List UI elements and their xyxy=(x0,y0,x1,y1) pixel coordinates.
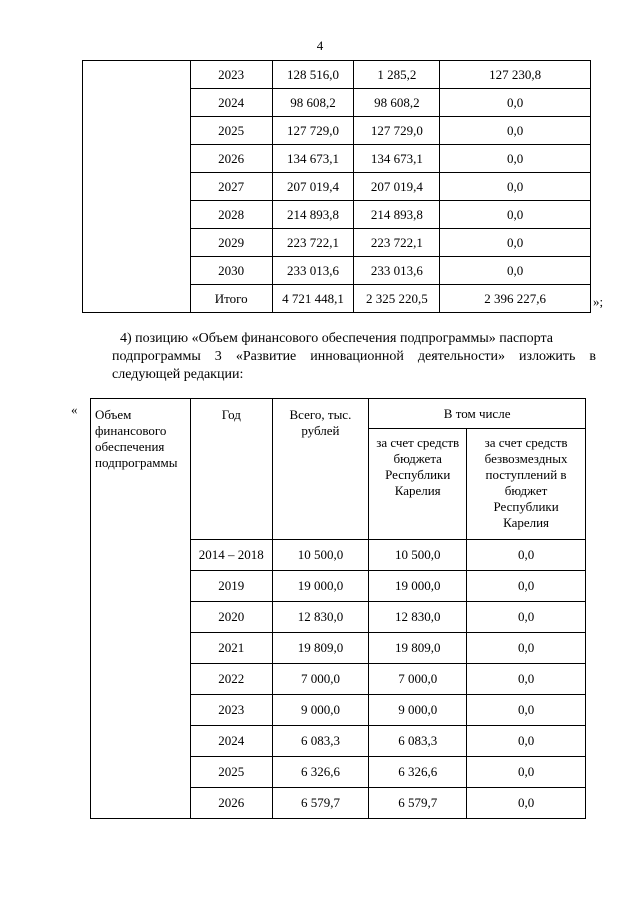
gratuitous-cell: 0,0 xyxy=(440,145,591,173)
total-cell: 207 019,4 xyxy=(272,173,354,201)
paragraph-line-3: следующей редакции: xyxy=(112,367,244,382)
year-cell: 2025 xyxy=(190,117,272,145)
year-cell: 2029 xyxy=(190,229,272,257)
gratuitous-cell: 0,0 xyxy=(467,664,586,695)
total-cell: 128 516,0 xyxy=(272,61,354,89)
budget-cell: 6 579,7 xyxy=(369,788,467,819)
budget-cell: 6 326,6 xyxy=(369,757,467,788)
budget-cell: 1 285,2 xyxy=(354,61,440,89)
total-cell: 6 579,7 xyxy=(272,788,369,819)
budget-cell: 19 809,0 xyxy=(369,633,467,664)
year-cell: 2022 xyxy=(190,664,272,695)
gratuitous-cell: 0,0 xyxy=(440,229,591,257)
merged-label-cell xyxy=(83,61,191,313)
paragraph-line-1: 4) позицию «Объем финансового обеспечения подпрограммы» паспорта xyxy=(120,331,553,346)
budget-cell: 2 325 220,5 xyxy=(354,285,440,313)
year-cell: Итого xyxy=(190,285,272,313)
budget-cell: 134 673,1 xyxy=(354,145,440,173)
total-cell: 4 721 448,1 xyxy=(272,285,354,313)
budget-cell: 6 083,3 xyxy=(369,726,467,757)
year-cell: 2019 xyxy=(190,571,272,602)
total-cell: 127 729,0 xyxy=(272,117,354,145)
year-cell: 2026 xyxy=(190,145,272,173)
total-cell: 6 326,6 xyxy=(272,757,369,788)
gratuitous-cell: 127 230,8 xyxy=(440,61,591,89)
total-cell: 6 083,3 xyxy=(272,726,369,757)
year-cell: 2026 xyxy=(190,788,272,819)
year-cell: 2030 xyxy=(190,257,272,285)
closing-quote: »; xyxy=(593,294,604,309)
financing-table-continued xyxy=(82,60,591,313)
total-cell: 214 893,8 xyxy=(272,201,354,229)
budget-cell: 98 608,2 xyxy=(354,89,440,117)
gratuitous-cell: 0,0 xyxy=(467,757,586,788)
year-cell: 2024 xyxy=(190,89,272,117)
total-cell: 98 608,2 xyxy=(272,89,354,117)
header-gratuitous-funds: за счет средств безвозмездных поступлений в бюджет Республики Карелия xyxy=(467,429,586,540)
gratuitous-cell: 2 396 227,6 xyxy=(440,285,591,313)
header-year: Год xyxy=(190,399,272,540)
year-cell: 2025 xyxy=(190,757,272,788)
gratuitous-cell: 0,0 xyxy=(440,89,591,117)
year-cell: 2027 xyxy=(190,173,272,201)
budget-cell: 9 000,0 xyxy=(369,695,467,726)
budget-cell: 12 830,0 xyxy=(369,602,467,633)
gratuitous-cell: 0,0 xyxy=(440,257,591,285)
budget-cell: 19 000,0 xyxy=(369,571,467,602)
total-cell: 9 000,0 xyxy=(272,695,369,726)
budget-cell: 10 500,0 xyxy=(369,540,467,571)
budget-cell: 207 019,4 xyxy=(354,173,440,201)
year-cell: 2024 xyxy=(190,726,272,757)
gratuitous-cell: 0,0 xyxy=(440,117,591,145)
gratuitous-cell: 0,0 xyxy=(467,540,586,571)
opening-quote: « xyxy=(71,402,78,417)
gratuitous-cell: 0,0 xyxy=(467,726,586,757)
year-cell: 2023 xyxy=(190,61,272,89)
year-cell: 2014 – 2018 xyxy=(190,540,272,571)
total-cell: 223 722,1 xyxy=(272,229,354,257)
budget-cell: 7 000,0 xyxy=(369,664,467,695)
gratuitous-cell: 0,0 xyxy=(467,571,586,602)
total-cell: 233 013,6 xyxy=(272,257,354,285)
budget-cell: 233 013,6 xyxy=(354,257,440,285)
header-funding-volume: Объем финансового обеспечения подпрограммы xyxy=(91,399,191,819)
gratuitous-cell: 0,0 xyxy=(440,173,591,201)
gratuitous-cell: 0,0 xyxy=(467,633,586,664)
page-number: 4 xyxy=(316,38,324,53)
year-cell: 2021 xyxy=(190,633,272,664)
total-cell: 12 830,0 xyxy=(272,602,369,633)
subprogram-3-financing-table xyxy=(90,398,586,819)
year-cell: 2028 xyxy=(190,201,272,229)
total-cell: 134 673,1 xyxy=(272,145,354,173)
header-budget-funds: за счет средств бюджета Республики Карелия xyxy=(369,429,467,540)
budget-cell: 127 729,0 xyxy=(354,117,440,145)
total-cell: 19 809,0 xyxy=(272,633,369,664)
gratuitous-cell: 0,0 xyxy=(467,695,586,726)
table-row xyxy=(83,61,591,89)
header-total: Всего, тыс. рублей xyxy=(272,399,369,540)
total-cell: 10 500,0 xyxy=(272,540,369,571)
paragraph-line-2: подпрограммы 3 «Развитие инновационной деятельности» изложить в xyxy=(112,349,596,364)
year-cell: 2023 xyxy=(190,695,272,726)
header-including: В том числе xyxy=(369,399,586,429)
budget-cell: 214 893,8 xyxy=(354,201,440,229)
budget-cell: 223 722,1 xyxy=(354,229,440,257)
gratuitous-cell: 0,0 xyxy=(467,602,586,633)
gratuitous-cell: 0,0 xyxy=(467,788,586,819)
gratuitous-cell: 0,0 xyxy=(440,201,591,229)
total-cell: 19 000,0 xyxy=(272,571,369,602)
amendment-paragraph xyxy=(112,330,596,384)
year-cell: 2020 xyxy=(190,602,272,633)
total-cell: 7 000,0 xyxy=(272,664,369,695)
